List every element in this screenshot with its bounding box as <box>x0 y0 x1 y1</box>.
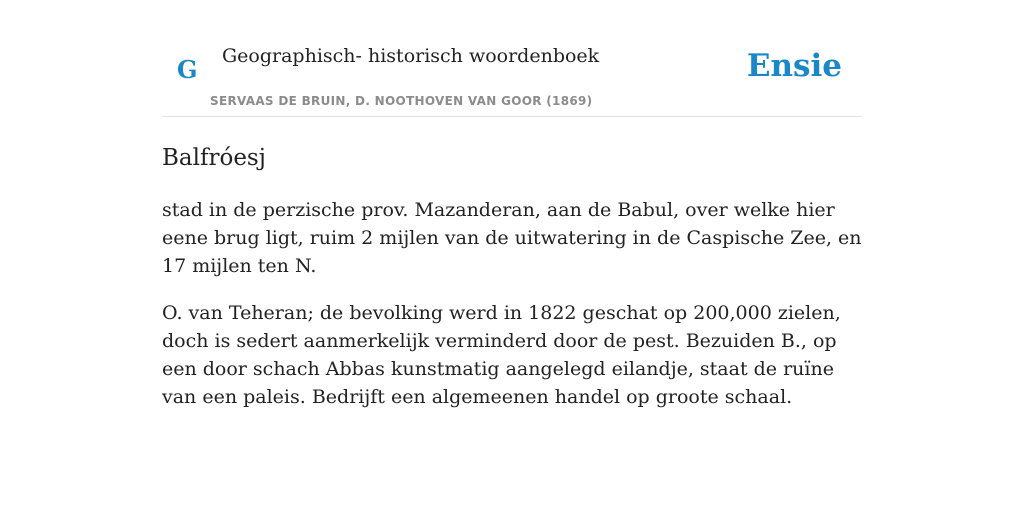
dictionary-logo-link[interactable]: G <box>177 55 198 84</box>
entry-paragraph: O. van Teheran; de bevolking werd in 1822 geschat op 200,000 zielen, doch is sedert aanmerkelijk verminderd door de pest. Bezuiden B., op een door schach Abbas kunstmatig aangelegd eilandje, staat de ruïne van een paleis. Bedrijft een algemeenen handel op groote schaal. <box>162 302 841 408</box>
page <box>162 0 862 411</box>
entry-content <box>162 143 862 411</box>
entry-paragraph: stad in de perzische prov. Mazanderan, aan de Babul, over welke hier eene brug ligt, ruim 2 mijlen van de uitwatering in de Caspische Zee, en 17 mijlen ten N. <box>162 199 862 277</box>
entry-title: Balfróesj <box>162 145 266 171</box>
dictionary-authors: SERVAAS DE BRUIN, D. NOOTHOVEN VAN GOOR (1869) <box>210 94 593 108</box>
dictionary-title-link[interactable]: Geographisch- historisch woordenboek <box>222 45 600 67</box>
dictionary-header <box>162 0 862 117</box>
ensie-logo-link[interactable]: Ensie <box>746 48 842 84</box>
